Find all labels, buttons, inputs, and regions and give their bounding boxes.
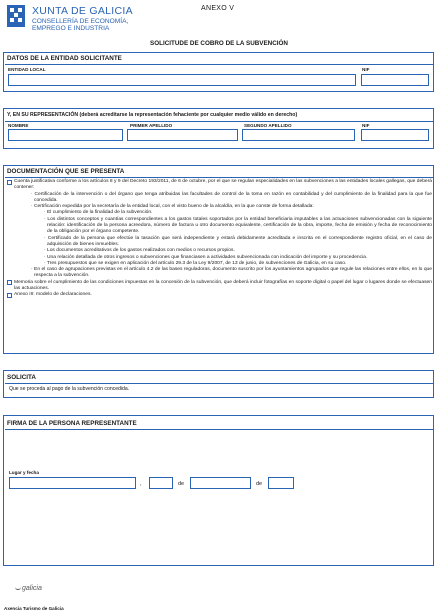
- month-field[interactable]: [190, 477, 251, 489]
- xunta-emblem-icon: [6, 4, 26, 28]
- de-connector-1: de: [178, 481, 185, 487]
- doc-subitem-appraisal: · Certificado de la persona que efectúe la tasación que será independiente y estará debidamente acreditada e inscrita en el correspondiente registro oficial, en el caso de adquisición de bienes inmuebles.: [44, 235, 432, 247]
- signature-section-title: FIRMA DE LA PERSONA REPRESENTANTE: [7, 420, 137, 427]
- xunta-logo: [6, 4, 156, 34]
- doc-item-report-text: Memoria sobre el cumplimiento de las condiciones impuestas en la concesión de la subvención, que deberá incluir fotografías en soporte digital o papel del lugar o lugares donde se efectuasen las actuaciones.: [14, 279, 432, 292]
- name-label: NOMBRE: [8, 123, 29, 128]
- entity-nif-field[interactable]: [361, 74, 429, 86]
- doc-item-account: [8, 179, 432, 192]
- logo-line-1: CONSELLERÍA DE ECONOMÍA,: [32, 18, 129, 25]
- place-field[interactable]: [9, 477, 136, 489]
- doc-subitem-budgets: · Tres presupuestos que se exigen en aplicación del artículo 29.3 de la Ley 9/2007, de 13 de junio, de subvenciones de Galicia, en su caso.: [44, 260, 347, 266]
- documentation-divider: [5, 177, 433, 178]
- name-field[interactable]: [8, 129, 123, 141]
- checkbox-account[interactable]: [7, 180, 12, 185]
- representative-nif-label: NIF: [362, 123, 370, 128]
- checkbox-report[interactable]: [7, 280, 12, 285]
- documentation-list: [8, 179, 432, 299]
- doc-subitem-own-resources: · Los documentos acreditativos de los gastos realizados con medios o recursos propios.: [44, 248, 235, 254]
- representative-divider: [5, 121, 433, 122]
- request-section: [3, 370, 434, 398]
- representative-nif-field[interactable]: [361, 129, 429, 141]
- de-connector-2: de: [256, 481, 263, 487]
- checkbox-annex[interactable]: [7, 293, 12, 298]
- doc-subitem-other-income: · Una relación detallada de otros ingresos o subvenciones que financiasen a actividades subvencionada con indicación del importe y su procedencia.: [44, 254, 368, 260]
- entity-section-title: DATOS DE LA ENTIDAD SOLICITANTE: [7, 55, 122, 62]
- annex-label: ANEXO V: [201, 5, 235, 12]
- representative-section-title: Y, EN SU REPRESENTACIÓN (deberá acreditarse la representación fehaciente por cualquier medio válido en derecho): [7, 112, 298, 118]
- request-section-title: SOLICITA: [7, 374, 36, 381]
- second-surname-field[interactable]: [242, 129, 355, 141]
- logo-subtitle: [32, 18, 128, 33]
- first-surname-label: PRIMER APELLIDO: [130, 123, 173, 128]
- day-field[interactable]: [149, 477, 173, 489]
- logo-line-2: EMPREGO E INDUSTRIA: [32, 25, 110, 33]
- agency-name: Axencia Turismo de Galicia: [4, 606, 64, 611]
- year-field[interactable]: [268, 477, 294, 489]
- doc-subitem-purpose: · El cumplimiento de la finalidad de la subvención.: [44, 210, 153, 216]
- doc-item-report: [8, 280, 432, 293]
- entity-nif-label: NIF: [362, 67, 370, 72]
- second-surname-label: SEGUNDO APELLIDO: [244, 123, 292, 128]
- doc-item-annex-text: Anexo III: modelo de declaraciones.: [14, 292, 92, 298]
- doc-item-annex: [8, 292, 432, 298]
- first-surname-field[interactable]: [127, 129, 238, 141]
- galicia-brand-text: galicia: [22, 585, 42, 592]
- wave-icon: [15, 587, 21, 590]
- doc-subitem-secretary-cert: · Certificación expedida por la secretaría de la entidad local, con el visto bueno de la alcaldía, en la que conste de forma detallada:: [31, 204, 314, 210]
- request-text: Que se proceda al pago de la subvención concedida.: [9, 386, 130, 392]
- signature-divider: [5, 429, 433, 430]
- signature-section: [3, 415, 434, 566]
- doc-subitem-groupings: · En el caso de agrupaciones previstas en el artículo 4.2 de las bases reguladoras, documento suscrito por los ayuntamientos agrupados que regule las relaciones entre ellos, en lo que respecta a la subvención.: [31, 267, 432, 279]
- documentation-section-title: DOCUMENTACIÓN QUE SE PRESENTA: [7, 168, 125, 175]
- doc-subitem-intervention: · Certificación de la intervención o del órgano que tenga atribuidas las facultades de control de la toma en razón en contabilidad y del cumplimiento de la finalidad para la que fue concedida.: [31, 191, 432, 203]
- comma-separator: ,: [140, 481, 142, 487]
- galicia-brand-logo: [15, 585, 42, 592]
- doc-subitem-expenses: · Los distintos conceptos y cuantías correspondientes a los gastos totales soportados por la entidad beneficiaria imputables a las actuaciones subvencionadas con la siguiente relación: identificación de la persona acreedora, número de factura u otro documento equivalente, certificación de la obra, importe, fecha de emisión y fecha de reconocimiento de la obligación por el órgano competente.: [44, 216, 432, 235]
- request-divider: [5, 383, 433, 384]
- place-date-label: Lugar y fecha: [9, 470, 39, 475]
- local-entity-label: ENTIDAD LOCAL: [8, 67, 46, 72]
- doc-item-account-text: Cuenta justificativa conforme a los artículos 8 y 9 del Decreto 193/2011, de 6 de octubre, por el que se regulan especialidades en las subvenciones a las entidades locales gallegas, que deberá contener:: [14, 179, 432, 191]
- entity-divider: [5, 64, 433, 65]
- logo-title: XUNTA DE GALICIA: [32, 5, 133, 17]
- document-title: SOLICITUDE DE COBRO DE LA SUBVENCIÓN: [150, 40, 288, 47]
- local-entity-field[interactable]: [8, 74, 356, 86]
